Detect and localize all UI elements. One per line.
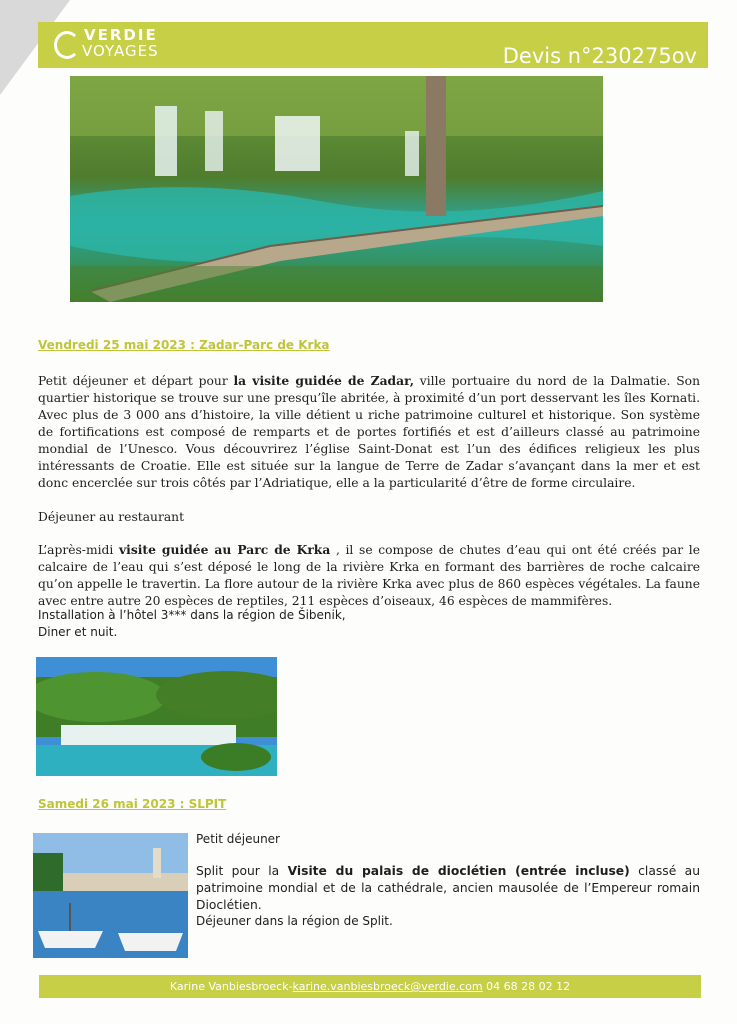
day1-lunch: Déjeuner au restaurant (38, 510, 185, 524)
text-bold: visite guidée au Parc de Krka (119, 542, 331, 557)
krka-waterfall-photo (36, 657, 277, 776)
day1-dinner: Diner et nuit. (38, 625, 118, 639)
text-span: ville portuaire du nord de la Dalmatie. Son quartier historique se trouve sur une presqu’île abritée, à proximité d’un port desservant les îles Kornati. Avec plus de 3 000 ans d’histoire, la ville détient u riche patrimoine culturel et historique. Son système de fortifications est composé de remparts et de portes fortifiés et est d’ailleurs classé au patrimoine mondial de l’Unesco. Vous découvrirez l’église Saint-Donat est l’un des édifices religieux les plus intéressants de Croatie. Elle est située sur la langue de Terre de Zadar s’avançant dans la mer et est donc encerclée sur trois côtés par l’Adriatique, elle a la particularité d’être de forme circulaire. (38, 374, 701, 490)
day2-title: Samedi 26 mai 2023 : SLPIT (38, 797, 227, 811)
day1-paragraph-zadar (38, 372, 700, 492)
text-span: Split pour la (196, 864, 288, 878)
contact-phone: 04 68 28 02 12 (482, 980, 571, 993)
text-span: classé au patrimoine mondial et de la cathédrale, ancien mausolée de l’Empereur romain Dioclétien. (196, 864, 700, 912)
split-harbour-photo (33, 833, 188, 958)
day1-hotel: Installation à l’hôtel 3*** dans la région de Šibenik, (38, 608, 346, 622)
text-span: Petit déjeuner et départ pour (38, 374, 234, 388)
text-span: , il se compose de chutes d’eau qui ont été créés par le calcaire de l’eau qui s’est déposé le long de la rivière Krka en formant des barrières de roche calcaire qu’on appelle le travertin. La flore autour de la rivière Krka avec plus de 860 espèces végétales. La faune avec entre autre 20 espèces de reptiles, 211 espèces d’oiseaux, 46 espèces de mammifères. (38, 543, 700, 608)
brand-logo (62, 25, 159, 60)
day2-breakfast: Petit déjeuner (196, 832, 280, 846)
day2-paragraph-split (196, 863, 700, 914)
logo-swirl-icon (54, 31, 80, 59)
text-bold: Visite du palais de dioclétien (entrée incluse) (287, 864, 630, 878)
footer-contact (39, 975, 701, 998)
day1-title: Vendredi 25 mai 2023 : Zadar-Parc de Krka (38, 338, 330, 352)
quote-number: Devis n°230275ov (502, 44, 697, 68)
contact-email-link[interactable]: karine.vanbiesbroeck@verdie.com (292, 980, 483, 993)
plitvice-waterfall-photo (70, 76, 603, 302)
brand-name: VERDIE (84, 26, 158, 44)
day1-paragraph-krka (38, 541, 700, 610)
text-span: L’après-midi (38, 543, 119, 557)
contact-name: Karine Vanbiesbroeck- (169, 980, 293, 993)
text-bold: la visite guidée de Zadar, (233, 373, 414, 388)
brand-subtitle: VOYAGES (82, 42, 159, 60)
day2-lunch: Déjeuner dans la région de Split. (196, 914, 393, 928)
